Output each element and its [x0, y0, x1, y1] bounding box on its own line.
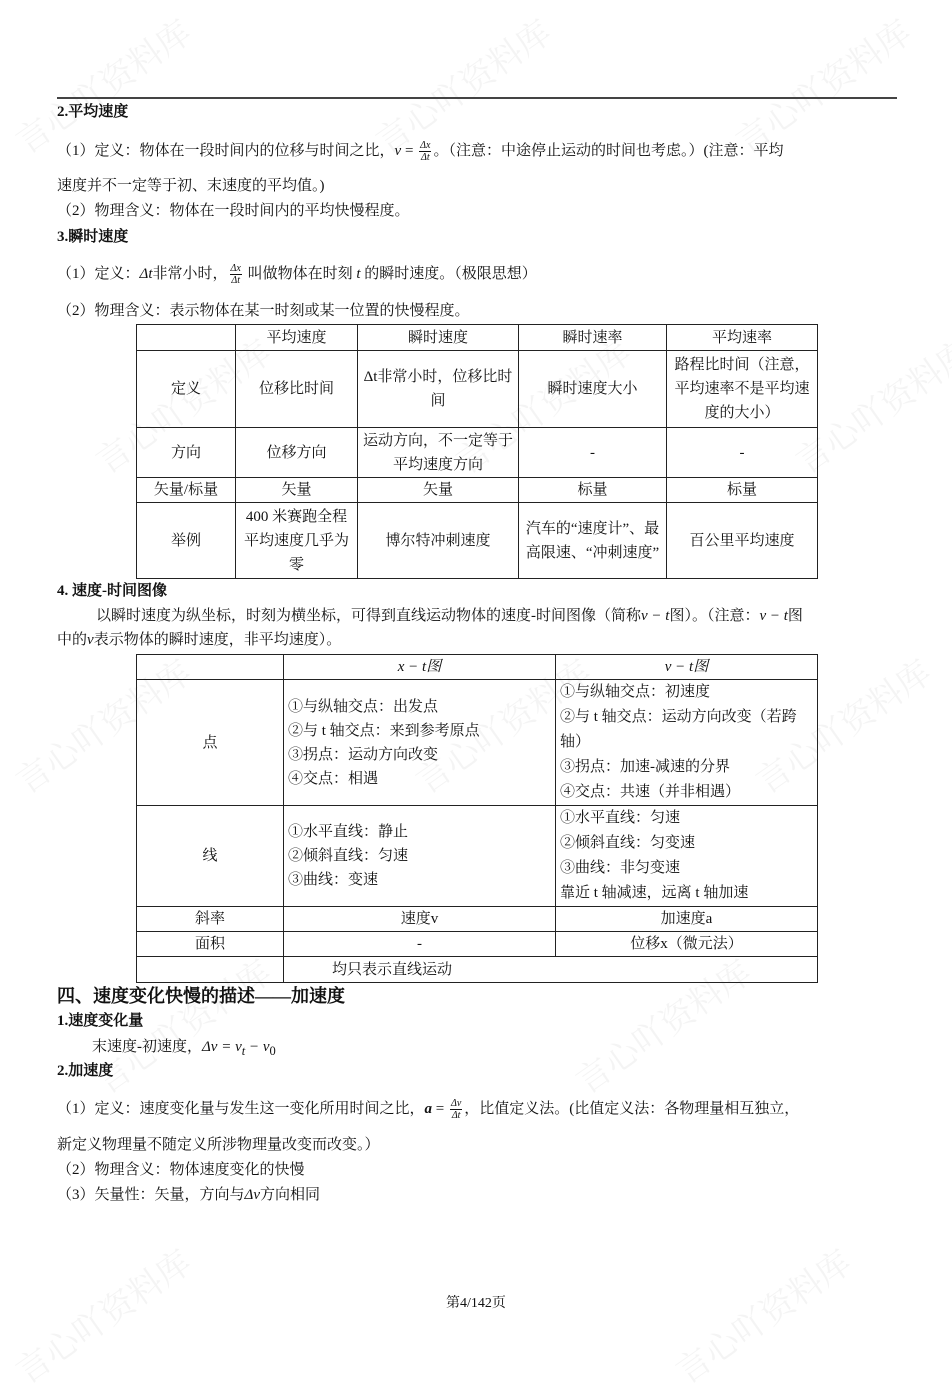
speed-comparison-table — [136, 324, 818, 579]
table-row: 斜率 速度v 加速度a — [137, 907, 818, 932]
page-number: 第4/142页 — [446, 1296, 506, 1311]
section-heading: 2.加速度 — [57, 1063, 114, 1079]
fraction: $\frac{\Delta v}{\Delta t}$ — [450, 1098, 462, 1121]
paragraph-line: 中的v表示物体的瞬时速度，非平均速度）。 — [57, 632, 342, 648]
definition-line: （1）定义：Δt非常小时， $\frac{\Delta x}{\Delta t}$ 叫做物体在时刻 t 的瞬时速度。（极限思想） — [57, 263, 537, 286]
graph-comparison-table — [136, 654, 818, 983]
section-heading: 4. 速度-时间图像 — [57, 583, 167, 599]
table-row: 定义 位移比时间 Δt非常小时，位移比时间 瞬时速度大小 路程比时间（注意，平均速率不是平均速度的大小） — [137, 351, 818, 428]
watermark — [4, 1236, 199, 1393]
table-header-row: 平均速度 瞬时速度 瞬时速率 平均速率 — [137, 325, 818, 351]
header-rule — [57, 97, 897, 99]
text: = — [401, 142, 418, 159]
text: 。（注意：中途停止运动的时间也考虑。）(注意：平均 — [433, 142, 784, 159]
meaning-line: （2）物理含义：表示物体在某一时刻或某一位置的快慢程度。 — [57, 303, 470, 319]
table-row: 线 ①水平直线：静止 ②倾斜直线：匀速 ③曲线：变速 ①水平直线：匀速 ②倾斜直线：匀变速 ③曲线：非匀变速 靠近 t 轴减速，远离 t 轴加速 — [137, 806, 818, 907]
table-header-row: x − t图 v − t图 — [137, 655, 818, 680]
table-row: 均只表示直线运动 — [137, 957, 818, 983]
table-row: 点 ①与纵轴交点：出发点 ②与 t 轴交点：来到参考原点 ③拐点：运动方向改变 ④交点：相遇 ①与纵轴交点：初速度 ②与 t 轴交点：运动方向改变（若跨轴） ③拐点：加速-减速的分界 ④交点：共速（并非相遇） — [137, 680, 818, 806]
chapter-heading: 四、速度变化快慢的描述——加速度 — [57, 986, 345, 1006]
definition-cont: 速度并不一定等于初、末速度的平均值。) — [57, 178, 325, 194]
definition-cont: 新定义物理量不随定义所涉物理量改变而改变。） — [57, 1137, 380, 1153]
table-row: 方向 位移方向 运动方向，不一定等于平均速度方向 - - — [137, 428, 818, 478]
fraction: $\frac{\Delta x}{\Delta t}$ — [230, 263, 241, 286]
table-row: 矢量/标量 矢量 矢量 标量 标量 — [137, 478, 818, 503]
section-heading: 1.速度变化量 — [57, 1013, 144, 1029]
table-row: 面积 - 位移x（微元法） — [137, 932, 818, 957]
table-row: 举例 400 米赛跑全程平均速度几乎为零 博尔特冲刺速度 汽车的“速度计”、最高限速、“冲刺速度” 百公里平均速度 — [137, 503, 818, 579]
paragraph-line: 以瞬时速度为纵坐标，时刻为横坐标，可得到直线运动物体的速度-时间图像（简称v − t图）。（注意：v − t图 — [96, 608, 803, 624]
math-var: v — [394, 142, 402, 159]
watermark — [664, 1236, 859, 1393]
section-heading: 3.瞬时速度 — [57, 229, 129, 245]
meaning-line: （2）物理含义：物体在一段时间内的平均快慢程度。 — [57, 203, 410, 219]
text: （1）定义：物体在一段时间内的位移与时间之比， — [57, 142, 395, 159]
fraction: $\frac{\Delta x}{\Delta t}$ — [420, 140, 431, 163]
vector-line: （3）矢量性：矢量，方向与Δv方向相同 — [57, 1187, 320, 1203]
definition-line — [57, 140, 783, 163]
meaning-line: （2）物理含义：物体速度变化的快慢 — [57, 1162, 305, 1178]
definition-line: （1）定义：速度变化量与发生这一变化所用时间之比，a = $\frac{\Delta v}{\Delta t}$ ，比值定义法。(比值定义法：各物理量相互独立， — [57, 1098, 800, 1121]
section-heading: 2.平均速度 — [57, 104, 129, 120]
formula-line: 末速度-初速度，$\Delta v = v_t - v_0$ — [92, 1039, 276, 1058]
